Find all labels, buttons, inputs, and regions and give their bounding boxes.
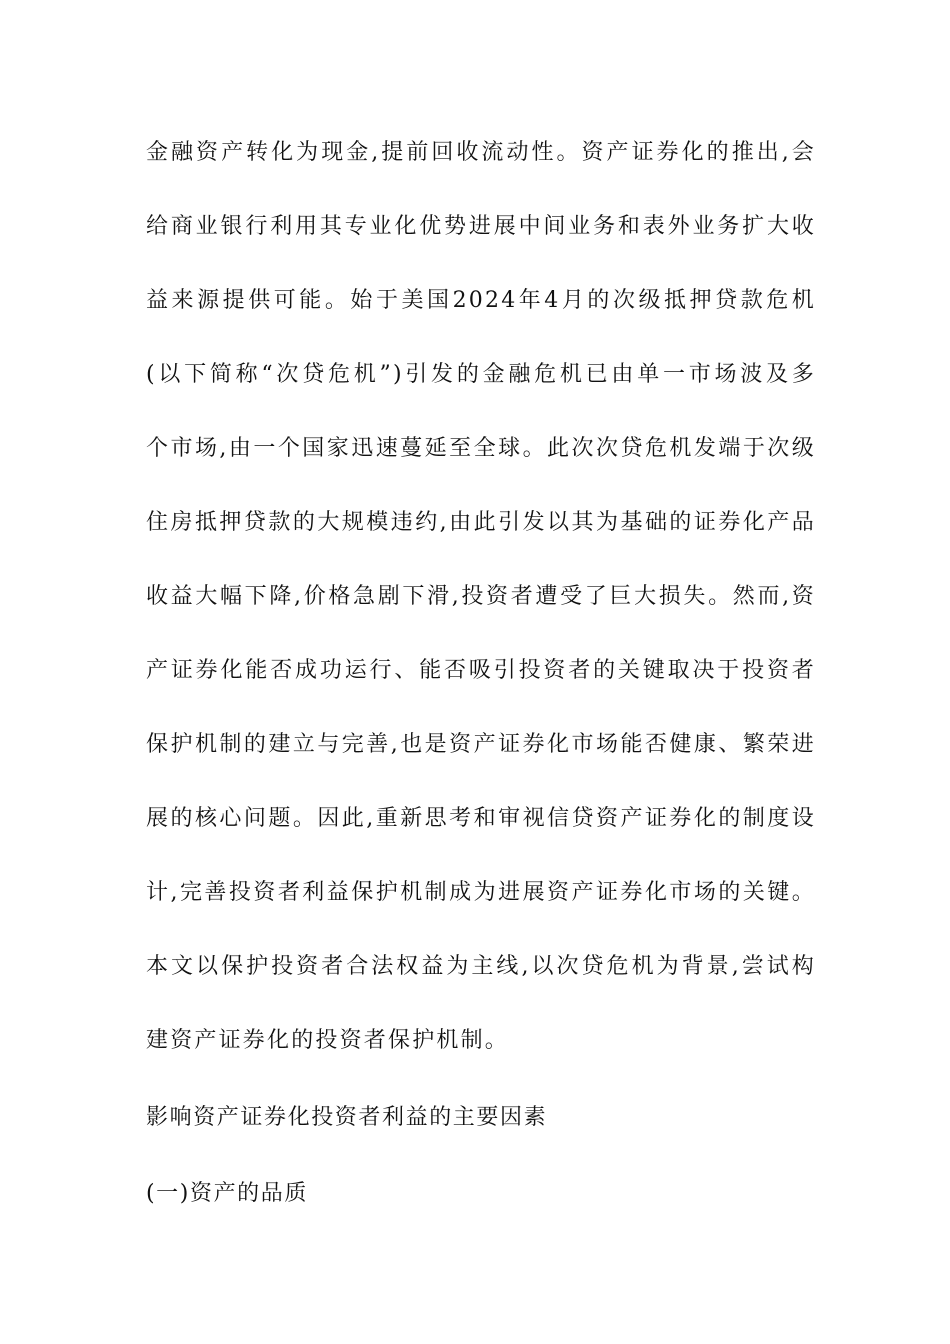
paragraph-line: 益来源提供可能。始于美国2024年4月的次级抵押贷款危机 (146, 288, 816, 313)
paragraph-line: 保护机制的建立与完善,也是资产证券化市场能否健康、繁荣进 (146, 732, 816, 757)
paragraph-line: 住房抵押贷款的大规模违约,由此引发以其为基础的证券化产品 (146, 510, 816, 535)
paragraph-line: (以下简称“次贷危机”)引发的金融危机已由单一市场波及多 (146, 362, 816, 387)
section-heading: 影响资产证券化投资者利益的主要因素 (146, 1105, 548, 1130)
paragraph-line: 个市场,由一个国家迅速蔓延至全球。此次次贷危机发端于次级 (146, 436, 816, 461)
paragraph-line: 本文以保护投资者合法权益为主线,以次贷危机为背景,尝试构 (146, 954, 816, 979)
paragraph-line: 金融资产转化为现金,提前回收流动性。资产证券化的推出,会 (146, 140, 816, 165)
paragraph-line: 计,完善投资者利益保护机制成为进展资产证券化市场的关键。 (146, 880, 816, 905)
paragraph-line: 展的核心问题。因此,重新思考和审视信贷资产证券化的制度设 (146, 806, 816, 831)
paragraph-line: 建资产证券化的投资者保护机制。 (146, 1028, 510, 1053)
subsection-heading: (一)资产的品质 (146, 1181, 308, 1206)
paragraph-line: 产证券化能否成功运行、能否吸引投资者的关键取决于投资者 (146, 658, 816, 683)
paragraph-line: 给商业银行利用其专业化优势进展中间业务和表外业务扩大收 (146, 214, 816, 239)
paragraph-line: 收益大幅下降,价格急剧下滑,投资者遭受了巨大损失。然而,资 (146, 584, 816, 609)
